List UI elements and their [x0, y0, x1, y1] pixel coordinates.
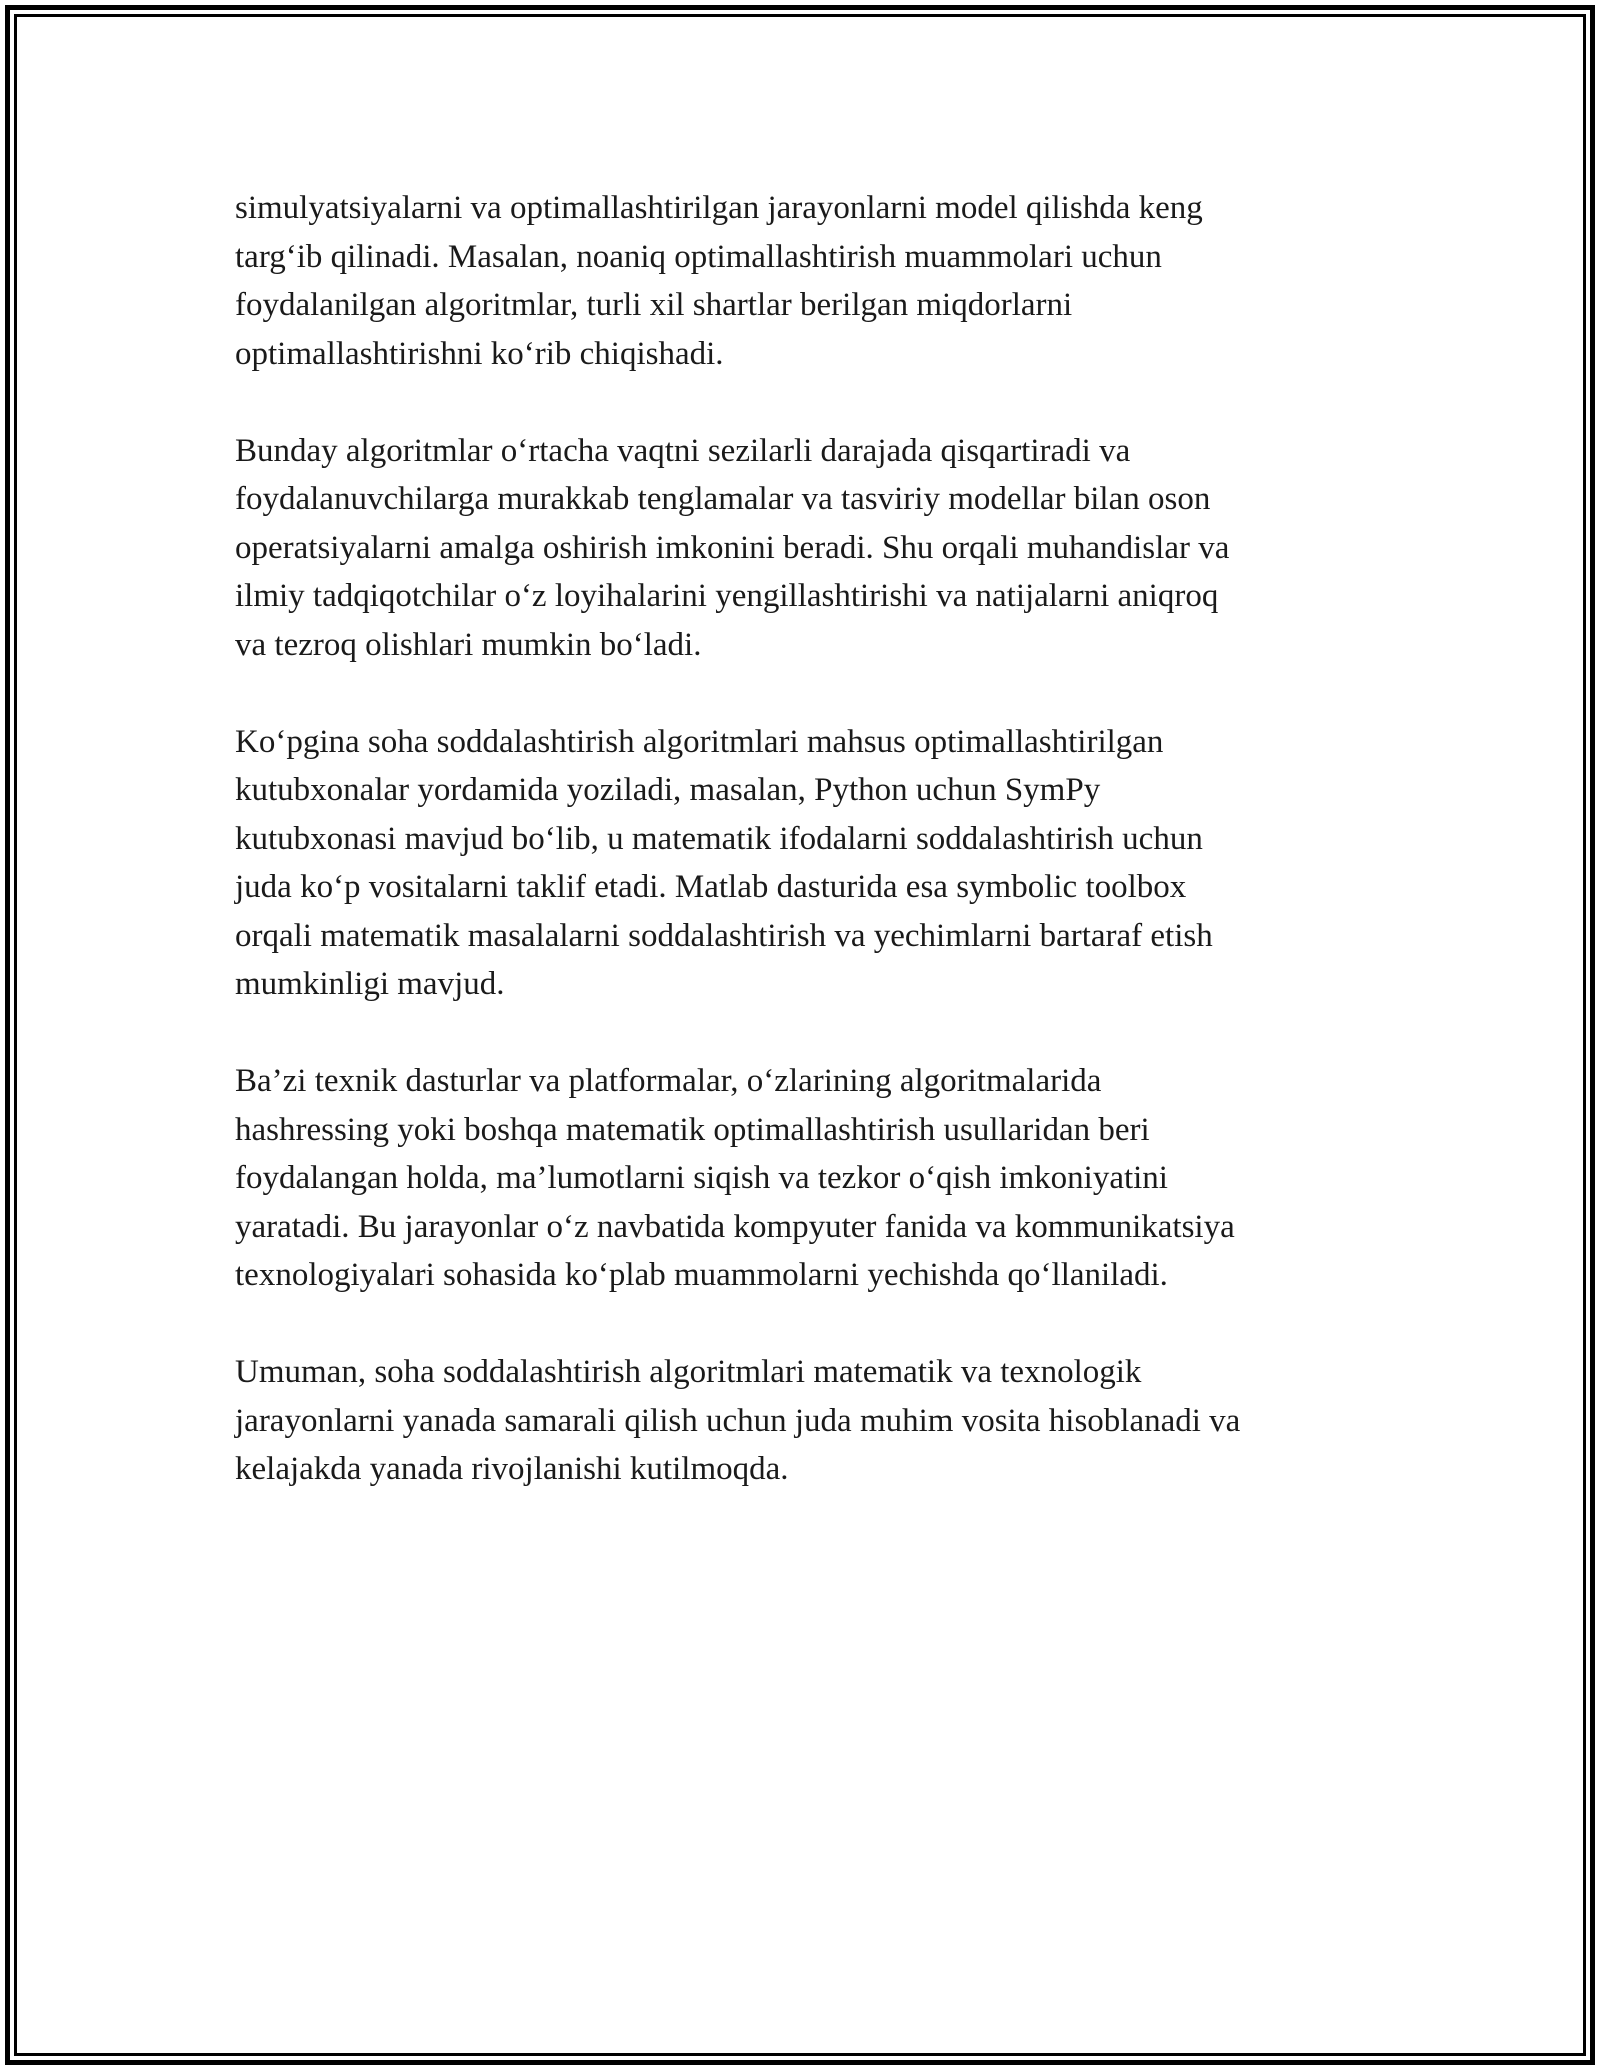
text-line: ilmiy tadqiqotchilar o‘z loyihalarini yengillashtirishi va natijalarni aniqroq — [235, 578, 1219, 614]
text-line: mumkinligi mavjud. — [235, 966, 505, 1002]
text-line: foydalanuvchilarga murakkab tenglamalar va tasviriy modellar bilan oson — [235, 481, 1211, 517]
text-line: targ‘ib qilinadi. Masalan, noaniq optimallashtirish muammolari uchun — [235, 238, 1162, 275]
paragraph-2 — [235, 427, 1375, 670]
text-line: Bunday algoritmlar o‘rtacha vaqtni sezilarli darajada qisqartiradi va — [235, 432, 1131, 469]
text-line: optimallashtirishni ko‘rib chiqishadi. — [235, 335, 724, 372]
paragraph-3 — [235, 718, 1375, 1009]
document-body — [235, 184, 1375, 1542]
text-line: operatsiyalarni amalga oshirish imkonini beradi. Shu orqali muhandislar va — [235, 529, 1230, 566]
text-line: kelajakda yanada rivojlanishi kutilmoqda. — [235, 1451, 789, 1487]
text-line: foydalangan holda, ma’lumotlarni siqish va tezkor o‘qish imkoniyatini — [235, 1160, 1168, 1196]
text-line: orqali matematik masalalarni soddalashtirish va yechimlarni bartaraf etish — [235, 917, 1213, 954]
text-line: kutubxonasi mavjud bo‘lib, u matematik ifodalarni soddalashtirish uchun — [235, 820, 1203, 857]
text-line: Ba’zi texnik dasturlar va platformalar, o‘zlarining algoritmalarida — [235, 1063, 1102, 1099]
text-line: va tezroq olishlari mumkin bo‘ladi. — [235, 626, 702, 663]
text-line: juda ko‘p vositalarni taklif etadi. Matlab dasturida esa symbolic toolbox — [235, 869, 1187, 905]
text-line: foydalanilgan algoritmlar, turli xil shartlar berilgan miqdorlarni — [235, 287, 1073, 323]
text-line: simulyatsiyalarni va optimallashtirilgan jarayonlarni model qilishda keng — [235, 190, 1203, 226]
text-line: Ko‘pgina soha soddalashtirish algoritmlari mahsus optimallashtirilgan — [235, 723, 1164, 760]
paragraph-1 — [235, 184, 1375, 378]
text-line: Umuman, soha soddalashtirish algoritmlari matematik va texnologik — [235, 1354, 1142, 1390]
text-line: yaratadi. Bu jarayonlar o‘z navbatida kompyuter fanida va kommunikatsiya — [235, 1208, 1235, 1245]
text-line: jarayonlarni yanada samarali qilish uchun juda muhim vosita hisoblanadi va — [235, 1402, 1241, 1439]
text-line: hashressing yoki boshqa matematik optimallashtirish usullaridan beri — [235, 1111, 1150, 1148]
paragraph-5 — [235, 1348, 1375, 1494]
paragraph-4 — [235, 1057, 1375, 1300]
text-line: texnologiyalari sohasida ko‘plab muammolarni yechishda qo‘llaniladi. — [235, 1257, 1168, 1293]
text-line: kutubxonalar yordamida yoziladi, masalan, Python uchun SymPy — [235, 772, 1101, 808]
